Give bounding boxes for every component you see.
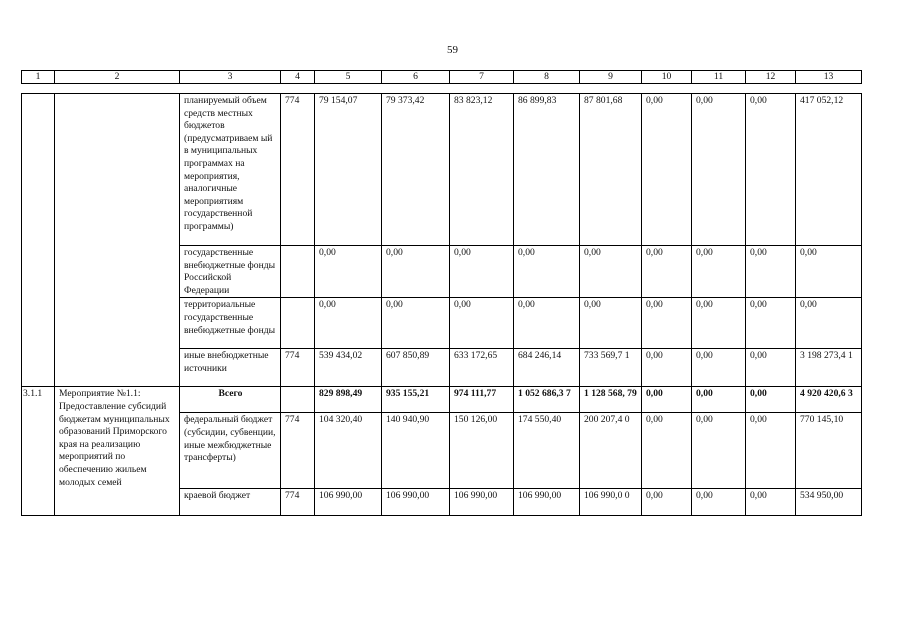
value-cell: 200 207,4 0 [580, 413, 642, 489]
value-cell: 0,00 [746, 246, 796, 298]
value-cell: 0,00 [746, 349, 796, 387]
value-cell: 0,00 [692, 246, 746, 298]
source-cell: планируемый объем средств местных бюджетов (предусматриваем ый в муниципальных программах на мероприятия, аналогичные мероприятиям государственной программы) [180, 94, 281, 246]
header-cell: 1 [22, 71, 55, 84]
value-cell: 106 990,00 [382, 489, 450, 516]
value-cell: 1 128 568, 79 [580, 387, 642, 413]
code-cell [281, 298, 315, 349]
page-number: 59 [447, 44, 458, 56]
value-cell: 79 154,07 [315, 94, 382, 246]
value-cell: 935 155,21 [382, 387, 450, 413]
value-cell: 0,00 [692, 298, 746, 349]
value-cell: 0,00 [642, 298, 692, 349]
value-cell: 0,00 [692, 387, 746, 413]
value-cell: 0,00 [382, 298, 450, 349]
value-cell: 0,00 [692, 349, 746, 387]
code-cell [281, 387, 315, 413]
code-cell: 774 [281, 489, 315, 516]
value-cell: 0,00 [746, 94, 796, 246]
value-cell: 539 434,02 [315, 349, 382, 387]
source-cell: краевой бюджет [180, 489, 281, 516]
value-cell: 0,00 [580, 298, 642, 349]
value-cell: 140 940,90 [382, 413, 450, 489]
header-cell: 7 [450, 71, 514, 84]
value-cell: 174 550,40 [514, 413, 580, 489]
value-cell: 0,00 [692, 413, 746, 489]
value-cell: 106 990,00 [514, 489, 580, 516]
value-cell: 0,00 [580, 246, 642, 298]
header-cell: 9 [580, 71, 642, 84]
value-cell: 0,00 [315, 298, 382, 349]
event-name-cell: Мероприятие №1.1: Предоставление субсидий бюджетам муниципальных образований Приморского края на реализацию мероприятий по обеспечению жильем молодых семей [55, 387, 180, 516]
value-cell: 0,00 [746, 413, 796, 489]
value-cell: 684 246,14 [514, 349, 580, 387]
header-cell: 3 [180, 71, 281, 84]
value-cell: 633 172,65 [450, 349, 514, 387]
value-cell: 770 145,10 [796, 413, 862, 489]
code-cell: 774 [281, 413, 315, 489]
value-cell: 0,00 [642, 387, 692, 413]
name-cell-empty [55, 94, 180, 387]
code-cell: 774 [281, 349, 315, 387]
value-cell: 0,00 [746, 387, 796, 413]
value-cell: 417 052,12 [796, 94, 862, 246]
number-cell-empty [22, 94, 55, 387]
header-cell: 4 [281, 71, 315, 84]
value-cell: 3 198 273,4 1 [796, 349, 862, 387]
value-cell: 106 990,0 0 [580, 489, 642, 516]
value-cell: 733 569,7 1 [580, 349, 642, 387]
value-cell: 150 126,00 [450, 413, 514, 489]
column-number-header [21, 70, 862, 84]
value-cell: 829 898,49 [315, 387, 382, 413]
source-cell: государственные внебюджетные фонды Российской Федерации [180, 246, 281, 298]
header-cell: 10 [642, 71, 692, 84]
header-cell: 11 [692, 71, 746, 84]
value-cell: 0,00 [692, 489, 746, 516]
header-cell: 5 [315, 71, 382, 84]
header-cell: 2 [55, 71, 180, 84]
header-row [22, 71, 862, 84]
source-cell-total: Всего [180, 387, 281, 413]
value-cell: 0,00 [382, 246, 450, 298]
source-cell: территориальные государственные внебюджетные фонды [180, 298, 281, 349]
header-cell: 8 [514, 71, 580, 84]
value-cell: 0,00 [315, 246, 382, 298]
value-cell: 0,00 [796, 298, 862, 349]
code-cell: 774 [281, 94, 315, 246]
table-row [22, 387, 862, 413]
value-cell: 0,00 [796, 246, 862, 298]
value-cell: 0,00 [514, 298, 580, 349]
header-cell: 12 [746, 71, 796, 84]
value-cell: 0,00 [642, 349, 692, 387]
value-cell: 0,00 [642, 94, 692, 246]
code-cell [281, 246, 315, 298]
header-cell: 6 [382, 71, 450, 84]
source-cell: иные внебюджетные источники [180, 349, 281, 387]
value-cell: 0,00 [692, 94, 746, 246]
event-number-cell: 3.1.1 [22, 387, 55, 516]
value-cell: 534 950,00 [796, 489, 862, 516]
value-cell: 0,00 [746, 489, 796, 516]
value-cell: 0,00 [746, 298, 796, 349]
value-cell: 79 373,42 [382, 94, 450, 246]
value-cell: 106 990,00 [450, 489, 514, 516]
value-cell: 0,00 [642, 489, 692, 516]
value-cell: 0,00 [450, 246, 514, 298]
value-cell: 87 801,68 [580, 94, 642, 246]
value-cell: 86 899,83 [514, 94, 580, 246]
value-cell: 4 920 420,6 3 [796, 387, 862, 413]
value-cell: 106 990,00 [315, 489, 382, 516]
value-cell: 0,00 [450, 298, 514, 349]
value-cell: 974 111,77 [450, 387, 514, 413]
value-cell: 0,00 [642, 246, 692, 298]
value-cell: 83 823,12 [450, 94, 514, 246]
source-cell: федеральный бюджет (субсидии, субвенции, иные межбюджетные трансферты) [180, 413, 281, 489]
header-cell: 13 [796, 71, 862, 84]
value-cell: 104 320,40 [315, 413, 382, 489]
value-cell: 607 850,89 [382, 349, 450, 387]
value-cell: 0,00 [514, 246, 580, 298]
value-cell: 1 052 686,3 7 [514, 387, 580, 413]
budget-table [21, 93, 862, 516]
table-row [22, 94, 862, 246]
value-cell: 0,00 [642, 413, 692, 489]
